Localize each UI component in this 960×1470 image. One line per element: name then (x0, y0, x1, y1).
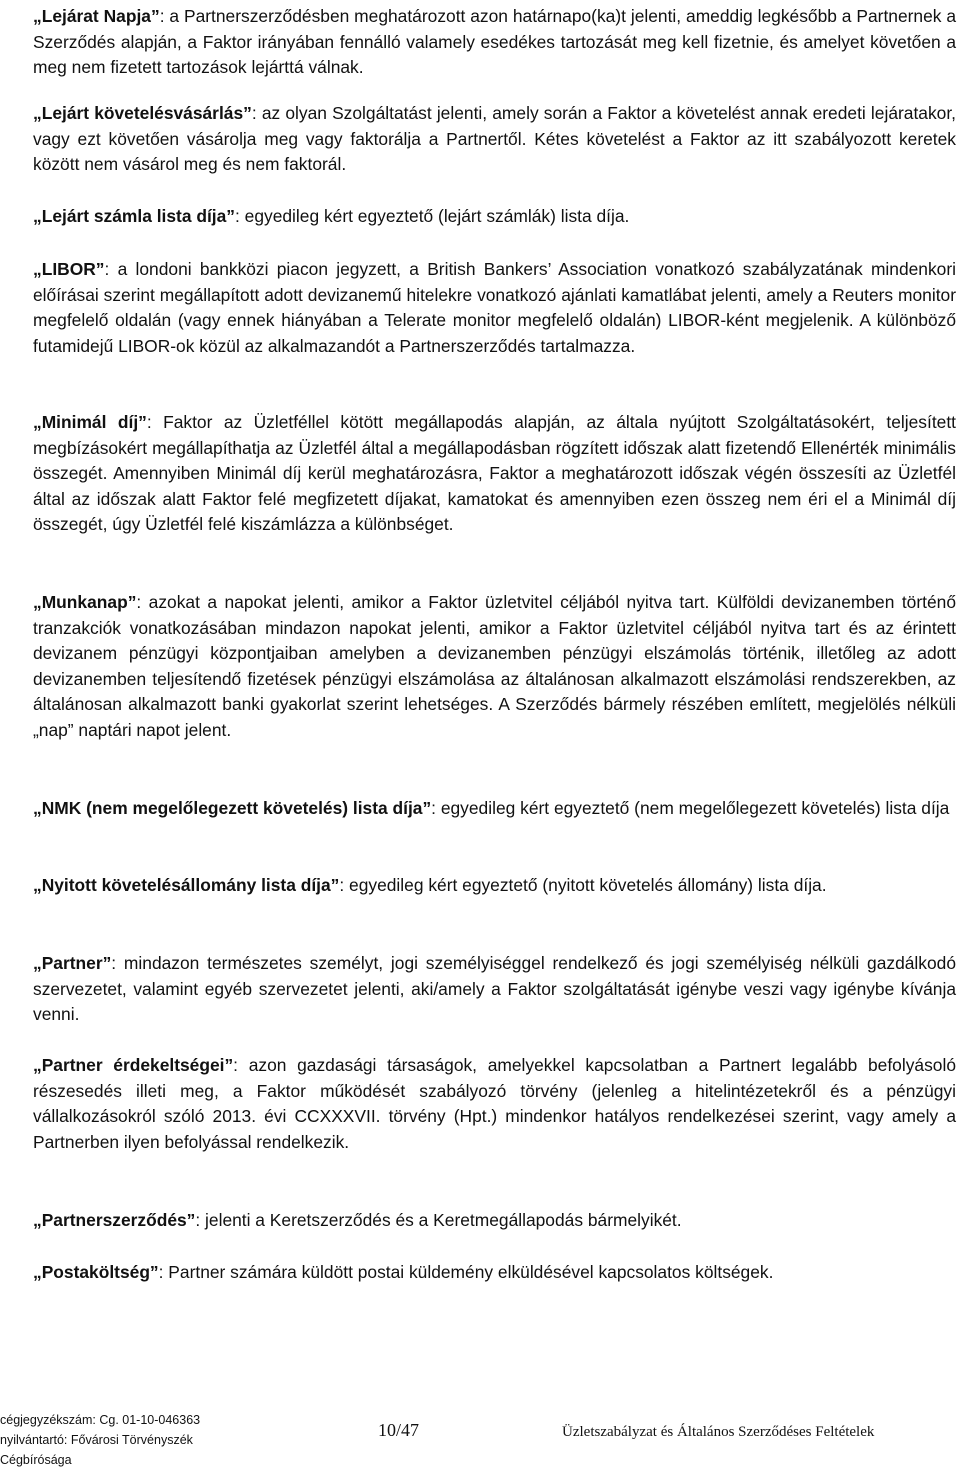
footer-registry-number: cégjegyzékszám: Cg. 01-10-046363 (0, 1413, 201, 1427)
definition-term: „Lejárt számla lista díja” (33, 206, 236, 226)
definition-term: „Partner érdekeltségei” (33, 1055, 234, 1075)
definition-nyitott-kovetelesallomany-lista-dija (33, 873, 956, 899)
definition-text: : egyedileg kért egyeztető (lejárt számlák) lista díja. (235, 206, 630, 226)
footer-registry-court: nyilvántartó: Fővárosi Törvényszék (0, 1433, 193, 1447)
definition-term: „Minimál díj” (33, 412, 147, 432)
definition-term: „Nyitott követelésállomány lista díja” (33, 875, 340, 895)
definition-partner (33, 951, 956, 1028)
page-number: 10/47 (378, 1420, 420, 1440)
definition-text: : jelenti a Keretszerződés és a Keretmegállapodás bármelyikét. (195, 1210, 682, 1230)
definition-term: „NMK (nem megelőlegezett követelés) lista díja” (33, 798, 432, 818)
definition-term: „Munkanap” (33, 592, 137, 612)
definition-minimal-dij (33, 410, 956, 538)
definition-text: : egyedileg kért egyeztető (nyitott követelés állomány) lista díja. (339, 875, 827, 895)
footer-document-title: Üzletszabályzat és Általános Szerződéses Feltételek (562, 1424, 875, 1440)
definition-text: : egyedileg kért egyeztető (nem megelőlegezett követelés) lista díja (431, 798, 950, 818)
definition-partner-erdekeltsegei (33, 1053, 956, 1155)
definition-lejart-kovetelesvasarlas (33, 101, 956, 178)
definition-text: : az olyan Szolgáltatást jelenti, amely során a Faktor a követelést annak eredeti lejáratakor, vagy ezt követően vásárolja meg vagy faktorálja a Partnertől. Kétes követelést a Faktor az itt szabályozott keretek között nem vásárol meg és nem faktorál. (33, 103, 956, 175)
definition-partnerszerzodes (33, 1208, 956, 1234)
definition-munkanap (33, 590, 956, 744)
definition-term: „Lejárt követelésvásárlás” (33, 103, 252, 123)
definition-term: „Lejárat Napja” (33, 6, 160, 26)
definition-text: : azon gazdasági társaságok, amelyekkel kapcsolatban a Partnert legalább befolyásoló részesedés illeti meg, a Faktor működését szabályozó törvény (jelenleg a hitelintézetekről és a pénzügyi vállalkozásokról szóló 2013. évi CCXXXVII. törvény (Hpt.) mindenkor hatályos rendelkezései szerint, vagy amely a Partnerben ilyen befolyással rendelkezik. (33, 1055, 956, 1152)
definition-nmk-lista-dija (33, 796, 956, 822)
definition-term: „Partnerszerződés” (33, 1210, 196, 1230)
definition-text: : a londoni bankközi piacon jegyzett, a British Bankers’ Association vonatkozó szabályzatának mindenkori előírásai szerint megállapított adott devizanemű hitelekre vonatkozó ajánlati kamatlábat jelenti, amely a Reuters monitor megfelelő oldalán (vagy ennek hiányában a Telerate monitor megfelelő oldalán) LIBOR-ként megjelenik. A különböző futamidejű LIBOR-ok közül az alkalmazandót a Partnerszerződés tartalmazza. (33, 259, 956, 356)
definition-term: „Partner” (33, 953, 112, 973)
definition-term: „Postaköltség” (33, 1262, 159, 1282)
definition-text: : Faktor az Üzletféllel kötött megállapodás alapján, az általa nyújtott Szolgáltatásokért, teljesített megbízásokért megállapíthatja az Üzletfél által a megállapodásban rögzített időszak alatt fizetendő Ellenérték minimális összegét. Amennyiben Minimál díj kerül meghatározásra, Faktor a meghatározott időszak végén összesíti az Üzletfél által az időszak alatt Faktor felé megfizetett díjakat, kamatokat és amennyiben ezen összeg nem éri el a Minimál díj összegét, úgy Üzletfél felé kiszámlázza a különbséget. (33, 412, 956, 535)
definition-lejart-szamla-lista-dija (33, 204, 956, 230)
definition-text: : a Partnerszerződésben meghatározott azon határnapo(ka)t jelenti, ameddig legkésőbb a Partnernek a Szerződés alapján, a Faktor irányában fennálló valamely esedékes tartozását meg kell fizetnie, és amelyet követően a meg nem fizetett tartozások lejárttá válnak. (33, 6, 957, 78)
definition-postakoltseg (33, 1260, 956, 1286)
definition-text: : Partner számára küldött postai küldemény elküldésével kapcsolatos költségek. (158, 1262, 774, 1282)
definition-libor (33, 257, 956, 359)
footer-registry (0, 1410, 250, 1470)
definition-text: : mindazon természetes személyt, jogi személyiséggel rendelkező és jogi személyiség nélküli gazdálkodó szervezetet, valamint egyéb szervezetet jelenti, aki/amely a Faktor szolgáltatását igénybe veszi vagy igénybe kívánja venni. (33, 953, 956, 1025)
footer-registry-court-cont: Cégbírósága (0, 1453, 72, 1467)
definition-text: : azokat a napokat jelenti, amikor a Faktor üzletvitel céljából nyitva tart. Külföldi devizanemben történő tranzakciók vonatkozásában mindazon napokat jelenti, amikor a Faktor üzletvitel céljából nyitva tart és az érintett devizanem pénzügyi központjaiban amelyben a devizanemben pénzügyi elszámolás történik, illetőleg az adott devizanemben teljesítendő fizetések pénzügyi elszámolása az általánosan alkalmazott elszámolási rendszerekben, az általánosan alkalmazott banki gyakorlat szerint lehetséges. A Szerződés bármely részében említett, megjelölés nélküli „nap” naptári napot jelent. (33, 592, 956, 740)
definition-lejarat-napja (33, 4, 956, 81)
definition-term: „LIBOR” (33, 259, 105, 279)
